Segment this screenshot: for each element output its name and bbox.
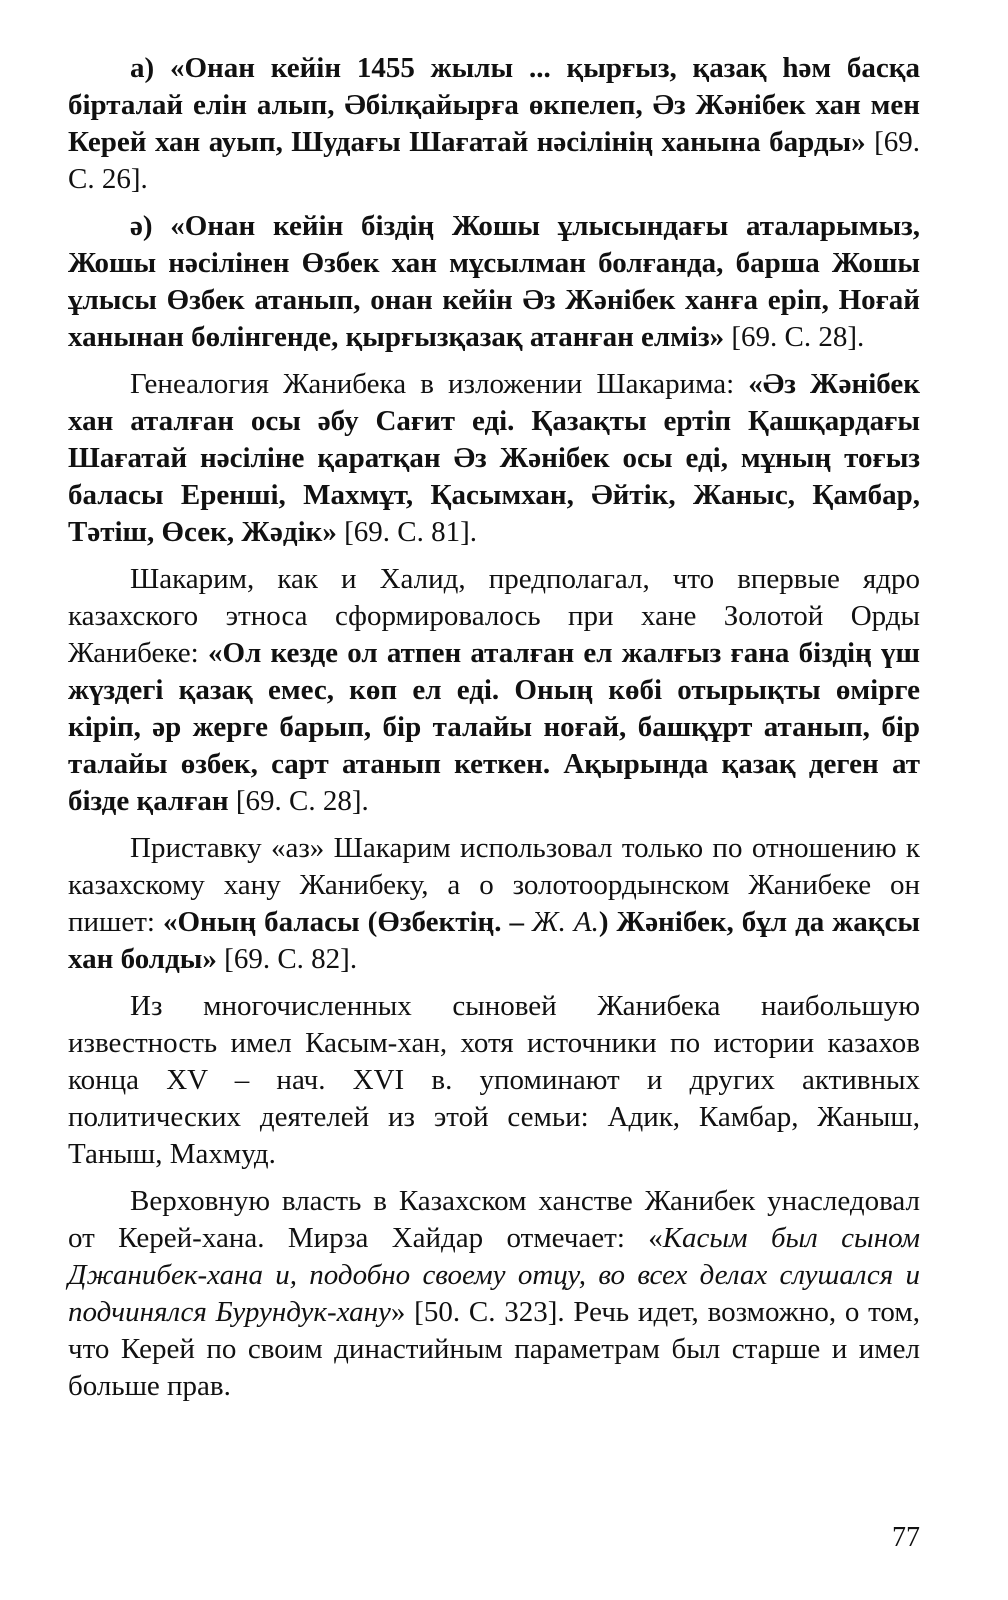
quote-text: а) [130,52,170,84]
paragraph-prefix [68,830,920,978]
citation: [69. С. 28]. [228,785,369,817]
quote-text: «Онан кейін 1455 жылы ... қырғыз, қазақ һәм басқа бірталай елін алып, Әбілқайырға өкпелеп, Әз Жәнібек хан мен Керей хан ауып, Шудағы Шағатай нәсілінің ханына барды» [68,52,920,158]
page-body [68,50,920,1415]
paragraph-genealogy [68,366,920,551]
page-number: 77 [892,1522,920,1553]
body-text: Приставку «аз» Шакарим использовал только по отношению к казахскому хану Жанибеку, а о золотоордынском Жанибеке он пишет: [68,832,920,938]
body-text: Генеалогия Жанибека в изложении Шакарима: [130,368,749,400]
quote-text: ә) «Онан кейін біздің Жошы ұлысындағы аталарымыз, Жошы нәсілінен Өзбек хан мұсылман болғанда, барша Жошы ұлысы Өзбек атанып, онан кейін Әз Жәнібек ханға еріп, Ноғай ханынан бөлінгенде, қырғызқазақ атанған елміз» [68,210,920,353]
quote-text: «Әз Жәнібек хан аталған осы әбу Сағит еді. Қазақты ертіп Қашқардағы Шағатай нәсіліне қаратқан Әз Жәнібек осы еді, мұның тоғыз баласы Еренші, Махмұт, Қасымхан, Әйтік, Жаныс, Қамбар, Тәтіш, Өсек, Жәдік» [68,368,920,548]
body-text: Из многочисленных сыновей Жанибека наибольшую известность имел Касым-хан, хотя источники по истории казахов конца XV – нач. XVI в. упоминают и других активных политических деятелей из этой семьи: Адик, Камбар, Жаныш, Таныш, Махмуд. [68,990,920,1170]
citation: [69. С. 82]. [216,943,358,975]
quote-text: ) Жәнібек, бұл да жақсы хан болды» [68,906,921,975]
paragraph-power [68,1183,920,1405]
quote-text: Касым был сыном Джанибек-хана и, подобно своему отцу, во всех делах слушался и подчинялся Бурундук-хану [68,1222,920,1328]
paragraph-sons [68,988,920,1173]
paragraph-a [68,50,920,198]
quote-text: «Ол кезде ол атпен аталған ел жалғыз ғана біздің үш жүздегі қазақ емес, көп ел еді. Оның көбі отырықты өмірге кіріп, әр жерге барып, бір талайы ноғай, башқұрт атанып, бір талайы өзбек, сарт атанып кеткен. Ақырында қазақ деген ат бізде қалған [68,637,920,817]
author-initials: Ж. А. [532,906,599,938]
paragraph-ae [68,208,920,356]
citation: [69. С. 26]. [68,126,920,195]
quote-text: «Оның баласы (Өзбектің. – [163,906,533,938]
citation: [69. С. 28]. [724,321,865,353]
body-text: » [50. С. 323]. Речь идет, возможно, о том, что Керей по своим династийным параметрам был старше и имел больше прав. [68,1296,920,1402]
body-text: Шакарим, как и Халид, предполагал, что впервые ядро казахского этноса сформировалось при хане Золотой Орды Жанибеке: [68,563,920,669]
citation: [69. С. 81]. [336,516,478,548]
body-text: Верховную власть в Казахском ханстве Жанибек унаследовал от Керей-хана. Мирза Хайдар отмечает: « [68,1185,920,1254]
paragraph-shakarim [68,561,920,820]
